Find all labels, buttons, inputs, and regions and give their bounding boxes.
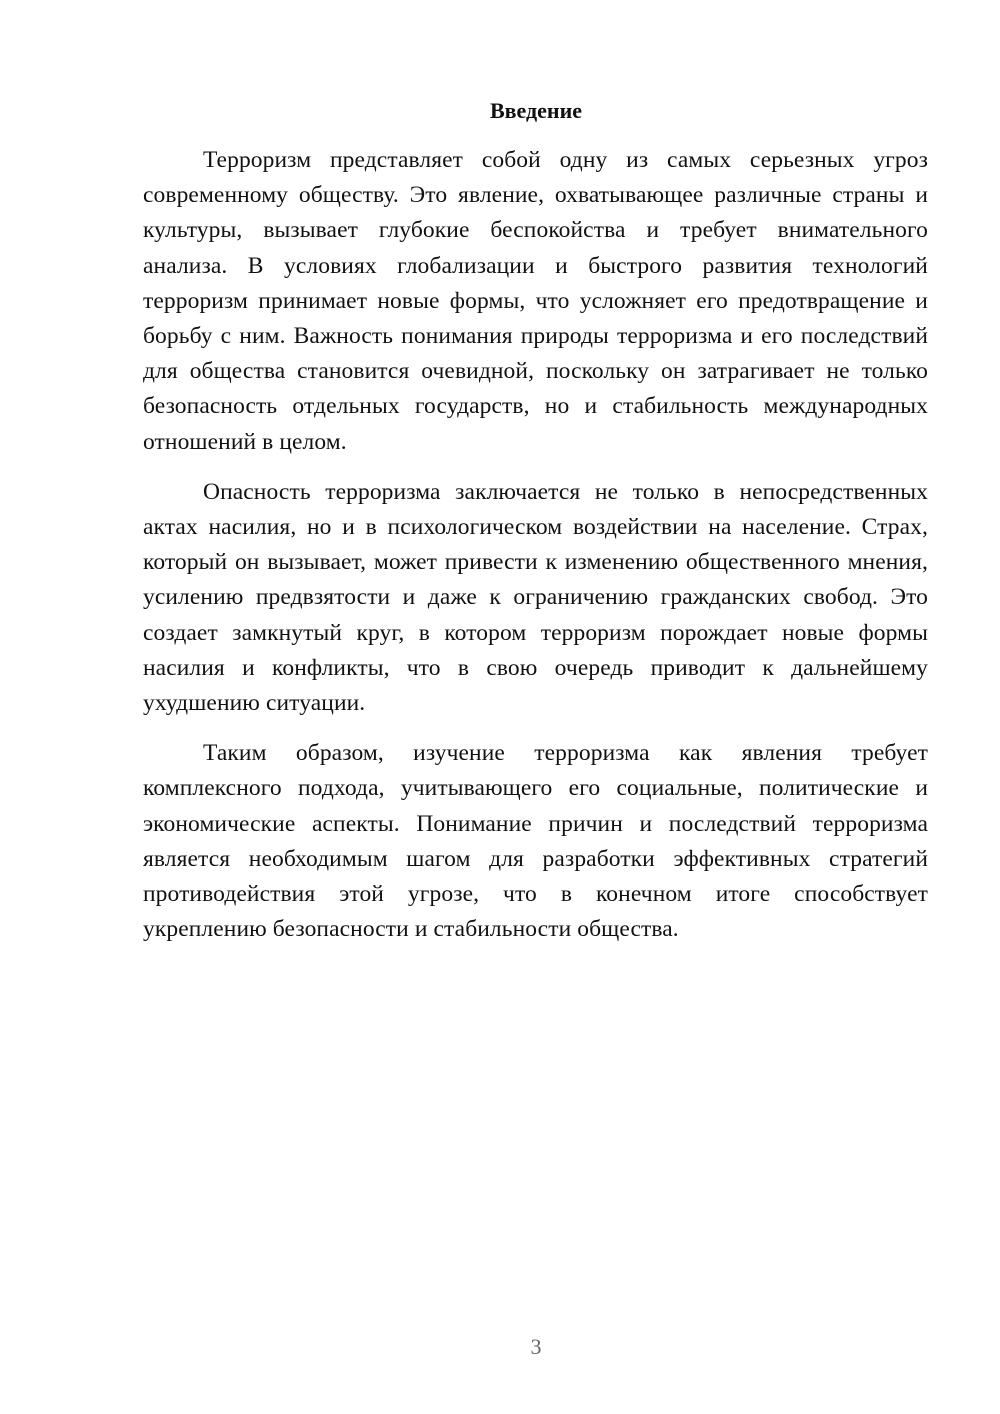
paragraph-3: Таким образом, изучение терроризма как явления требует комплексного подхода, учитывающего его социальные, политические и экономические аспекты. Понимание причин и последствий терроризма является необходимым шагом для разработки эффективных стратегий противодействия этой угрозе, что в конечном итоге способствует укреплению безопасности и стабильности общества. bbox=[143, 740, 928, 943]
paragraph-2: Опасность терроризма заключается не только в непосредственных актах насилия, но и в психологическом воздействии на население. Страх, который он вызывает, может привести к изменению общественного мнения, усилению предвзятости и даже к ограничению гражданских свобод. Это создает замкнутый круг, в котором терроризм порождает новые формы насилия и конфликты, что в свою очередь приводит к дальнейшему ухудшению ситуации. bbox=[143, 478, 928, 717]
page-number: 3 bbox=[530, 1334, 542, 1359]
paragraph-1: Терроризм представляет собой одну из самых серьезных угроз современному обществу. Это явление, охватывающее различные страны и культуры, вызывает глубокие беспокойства и требует внимательного анализа. В условиях глобализации и быстрого развития технологий терроризм принимает новые формы, что усложняет его предотвращение и борьбу с ним. Важность понимания природы терроризма и его последствий для общества становится очевидной, поскольку он затрагивает не только безопасность отдельных государств, но и стабильность международных отношений в целом. bbox=[143, 147, 928, 455]
document-body bbox=[143, 143, 928, 962]
page-title: Введение bbox=[489, 98, 583, 123]
